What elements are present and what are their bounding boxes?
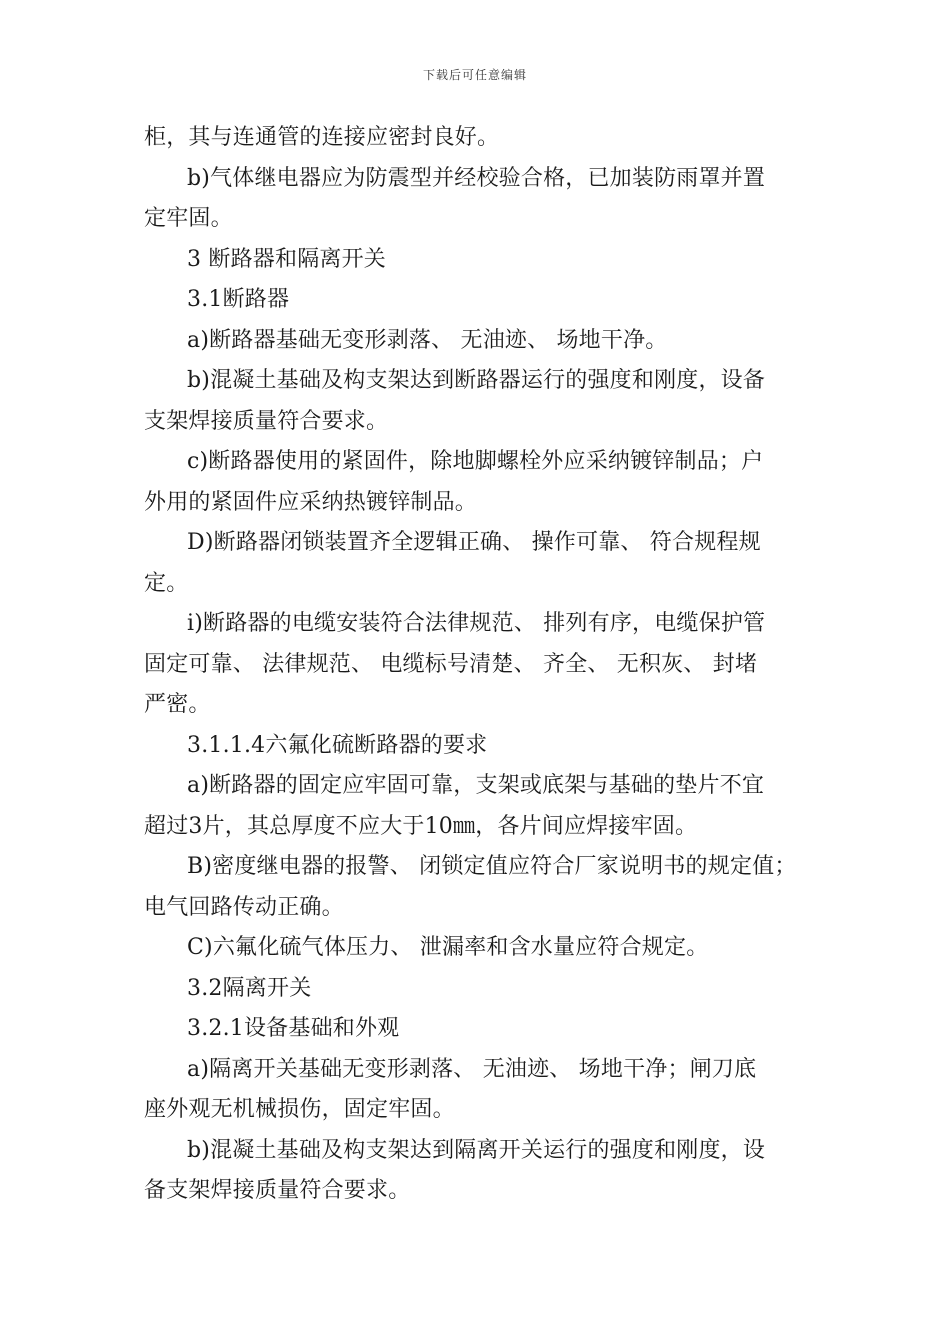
body-line: 电气回路传动正确。 xyxy=(144,894,344,920)
body-line: 超过3片，其总厚度不应大于10㎜，各片间应焊接牢固。 xyxy=(144,813,698,839)
body-line: a)断路器基础无变形剥落、 无油迹、 场地干净。 xyxy=(187,327,668,353)
body-line: 严密。 xyxy=(144,692,211,717)
body-line: b)气体继电器应为防震型并经校验合格，已加装防雨罩并置 xyxy=(187,165,766,191)
body-line: 定牢固。 xyxy=(144,206,233,231)
subsection-heading: 3.2.1设备基础和外观 xyxy=(187,1016,400,1041)
subsection-heading: 3.1.1.4六氟化硫断路器的要求 xyxy=(187,732,488,758)
body-line: a)隔离开关基础无变形剥落、 无油迹、 场地干净；闸刀底 xyxy=(187,1056,757,1082)
body-line: a)断路器的固定应牢固可靠，支架或底架与基础的垫片不宜 xyxy=(187,773,765,798)
subsection-heading: 3.2隔离开关 xyxy=(187,975,312,1001)
subsection-heading: 3.1断路器 xyxy=(187,287,290,312)
body-line: 座外观无机械损伤，固定牢固。 xyxy=(144,1097,455,1122)
body-line: B)密度继电器的报警、 闭锁定值应符合厂家说明书的规定值； xyxy=(187,854,797,879)
body-line: i)断路器的电缆安装符合法律规范、 排列有序，电缆保护管 xyxy=(187,611,766,636)
body-line: C)六氟化硫气体压力、 泄漏率和含水量应符合规定。 xyxy=(187,935,709,960)
section-heading: 3 断路器和隔离开关 xyxy=(187,246,386,272)
body-line: 固定可靠、 法律规范、 电缆标号清楚、 齐全、 无积灰、 封堵 xyxy=(144,651,758,677)
body-line: 备支架焊接质量符合要求。 xyxy=(144,1178,411,1203)
body-line: b)混凝土基础及构支架达到断路器运行的强度和刚度，设备 xyxy=(187,368,766,393)
body-line: 外用的紧固件应采纳热镀锌制品。 xyxy=(144,489,478,515)
body-line: 支架焊接质量符合要求。 xyxy=(144,408,389,434)
body-line: b)混凝土基础及构支架达到隔离开关运行的强度和刚度，设 xyxy=(187,1137,766,1163)
document-body xyxy=(144,118,816,1212)
body-line: D)断路器闭锁装置齐全逻辑正确、 操作可靠、 符合规程规 xyxy=(187,530,761,555)
body-line: c)断路器使用的紧固件，除地脚螺栓外应采纳镀锌制品；户 xyxy=(187,449,764,474)
body-line: 定。 xyxy=(144,570,189,596)
page-header: 下载后可任意编辑 xyxy=(422,68,527,82)
body-line: 柜，其与连通管的连接应密封良好。 xyxy=(144,125,500,150)
